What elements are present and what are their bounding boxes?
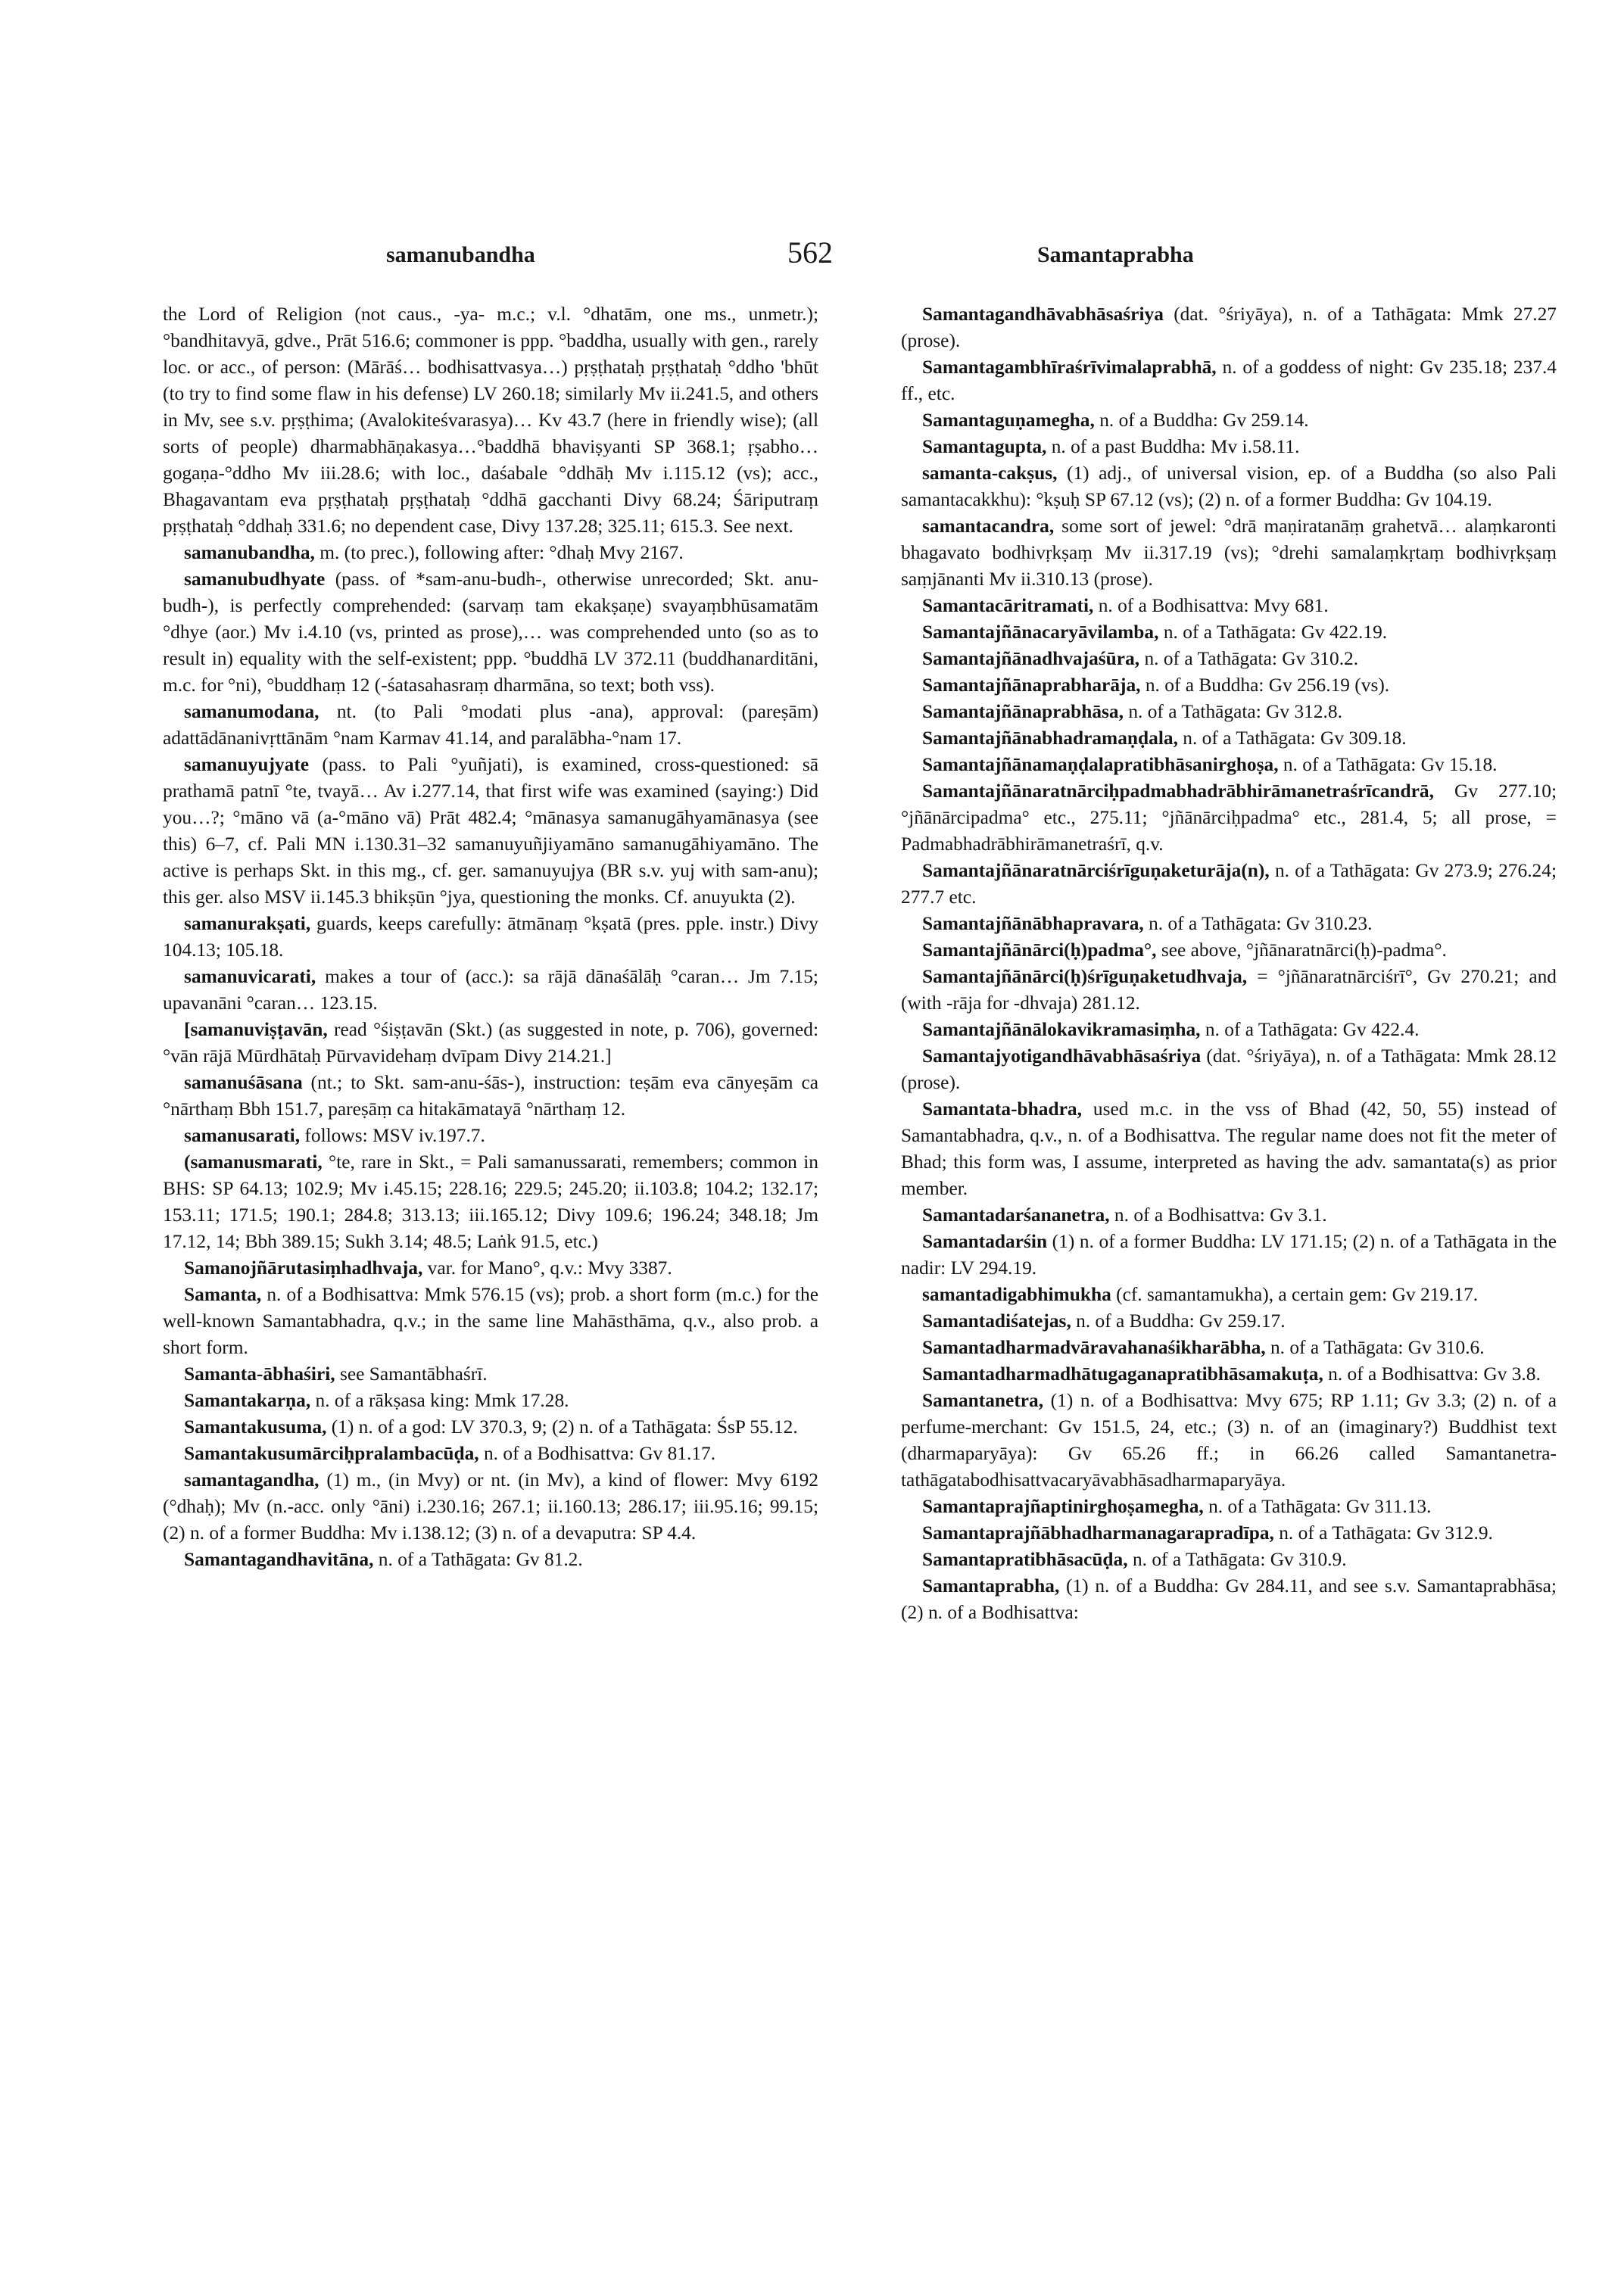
entry-headword: Samantadarśin xyxy=(922,1231,1048,1252)
dictionary-entry xyxy=(901,1573,1557,1626)
entry-definition: (1) n. of a god: LV 370.3, 9; (2) n. of a Tathāgata: ŚsP 55.12. xyxy=(326,1416,798,1438)
dictionary-entry xyxy=(163,1123,818,1149)
entry-headword: samanuyujyate xyxy=(184,754,310,775)
entry-definition: n. of a Bodhisattva: Gv 3.1. xyxy=(1109,1204,1327,1226)
dictionary-entry xyxy=(901,1308,1557,1335)
entry-definition: see Samantābhaśrī. xyxy=(335,1363,488,1385)
entry-headword: Samantajñānārci(ḥ)padma°, xyxy=(922,939,1157,961)
dictionary-entry xyxy=(901,1229,1557,1282)
entry-headword: samanusarati, xyxy=(184,1125,301,1146)
entry-headword: samanurakṣati, xyxy=(184,913,311,934)
dictionary-entry xyxy=(163,1149,818,1255)
dictionary-entry xyxy=(901,646,1557,672)
dictionary-entry xyxy=(901,513,1557,593)
entry-headword: Samantagandhāvabhāsaśriya xyxy=(922,304,1164,325)
dictionary-entry xyxy=(901,1547,1557,1573)
dictionary-entry xyxy=(901,434,1557,460)
dictionary-entry xyxy=(901,964,1557,1017)
entry-definition: guards, keeps carefully: ātmānaṃ °kṣatā (pres. pple. instr.) Divy 104.13; 105.18. xyxy=(163,913,818,961)
dictionary-entry xyxy=(901,1043,1557,1096)
entry-definition: n. of a Bodhisattva: Mmk 576.15 (vs); prob. a short form (m.c.) for the well-known Samantabhadra, q.v.; in the same line Mahāsthāma, q.v., also prob. a short form. xyxy=(163,1284,818,1358)
entry-definition: n. of a Tathāgata: Gv 312.8. xyxy=(1123,701,1342,722)
entry-headword: Samanojñārutasiṃhadhvaja, xyxy=(184,1257,423,1279)
entry-definition: n. of a Bodhisattva: Mvy 681. xyxy=(1093,595,1329,616)
dictionary-entry xyxy=(901,1520,1557,1547)
entry-definition: (dat. °śriyāya), n. of a Tathāgata: Mmk 27.27 (prose). xyxy=(901,304,1557,351)
entry-definition: (nt.; to Skt. sam-anu-śās-), instruction: teṣām eva cānyeṣām ca °nārthaṃ Bbh 151.7, pareṣāṃ ca hitakāmatayā °nārthaṃ 12. xyxy=(163,1072,818,1120)
entry-headword: Samantata-bhadra, xyxy=(922,1098,1082,1120)
entry-headword: [samanuviṣṭavān, xyxy=(184,1019,328,1040)
dictionary-entry xyxy=(163,1070,818,1123)
entry-definition: n. of a Buddha: Gv 259.14. xyxy=(1094,410,1309,431)
dictionary-entry xyxy=(901,460,1557,513)
entry-headword: samanubudhyate xyxy=(184,569,326,590)
entry-definition: n. of a Tathāgata: Gv 273.9; 276.24; 277.7 etc. xyxy=(901,860,1557,908)
right-column xyxy=(901,301,1557,1626)
entry-definition: (1) m., (in Mvy) or nt. (in Mv), a kind of flower: Mvy 6192 (°dhaḥ); Mv (n.-acc. only °āni) i.230.16; 267.1; ii.160.13; 286.17; iii.95.16; 99.15; (2) n. of a former Buddha: Mv i.138.12; (3) n. of a devaputra: SP 4.4. xyxy=(163,1469,818,1544)
dictionary-entry xyxy=(901,1494,1557,1520)
dictionary-entry xyxy=(163,301,818,540)
dictionary-entry xyxy=(163,752,818,911)
entry-headword: (samanusmarati, xyxy=(184,1151,323,1173)
entry-definition: n. of a Bodhisattva: Gv 3.8. xyxy=(1323,1363,1541,1385)
entry-definition: (1) n. of a Buddha: Gv 284.11, and see s.v. Samantaprabhāsa; (2) n. of a Bodhisattva: xyxy=(901,1575,1557,1623)
entry-definition: used m.c. in the vss of Bhad (42, 50, 55) instead of Samantabhadra, q.v., n. of a Bodhisattva. The regular name does not fit the meter of Bhad; this form was, I assume, interpreted as having the adv. samantata(s) as prior member. xyxy=(901,1098,1557,1199)
entry-headword: samantadigabhimukha xyxy=(922,1284,1111,1305)
dictionary-entry xyxy=(163,1547,818,1573)
page-number: 562 xyxy=(787,235,833,269)
entry-definition: nt. (to Pali °modati plus -ana), approval: (pareṣām) adattādānanivṛttānām °nam Karmav 41.14, and paralābha-°nam 17. xyxy=(163,701,818,749)
entry-headword: Samantacāritramati, xyxy=(922,595,1094,616)
left-column xyxy=(163,301,818,1573)
entry-headword: Samantanetra, xyxy=(922,1390,1044,1411)
entry-headword: Samantajñānābhapravara, xyxy=(922,913,1144,934)
entry-definition: read °śiṣṭavān (Skt.) (as suggested in note, p. 706), governed: °vān rājā Mūrdhātaḥ Pūrvavidehaṃ dvīpam Divy 214.21.] xyxy=(163,1019,818,1067)
entry-definition: (pass. to Pali °yuñjati), is examined, cross-questioned: sā prathamā patnī °te, tvayā… Av i.277.14, that first wife was examined (saying:) Did you…?; °māno vā (a-°māno vā) Prāt 482.4; °mānasya samanugāhyamānasya (see this) 6–7, cf. Pali MN i.130.31–32 samanuyuñjiyamāno samanugāhiyamāno. The active is perhaps Skt. in this mg., cf. ger. samanuyujya (BR s.v. yuj with sam-anu); this ger. also MSV ii.145.3 bhikṣūn °jya, questioning the monks. Cf. anuyukta (2). xyxy=(163,754,818,908)
entry-headword: Samantadharmadvāravahanaśikharābha, xyxy=(922,1337,1266,1358)
entry-headword: Samantajñānārci(ḥ)śrīguṇaketudhvaja, xyxy=(922,966,1248,987)
entry-headword: samanubandha, xyxy=(184,542,315,563)
entry-headword: Samanta-ābhaśiri, xyxy=(184,1363,335,1385)
entry-headword: Samantajyotigandhāvabhāsaśriya xyxy=(922,1045,1202,1067)
entry-headword: samantacandra, xyxy=(922,516,1055,537)
entry-definition: Gv 277.10; °jñānārcipadma° etc., 275.11; °jñānārciḥpadma° etc., 281.4, 5; all prose, = Padmabhadrābhirāmanetraśrī, q.v. xyxy=(901,780,1557,855)
dictionary-entry xyxy=(901,699,1557,725)
entry-headword: Samantaguṇamegha, xyxy=(922,410,1095,431)
entry-headword: samanuśāsana xyxy=(184,1072,303,1093)
dictionary-entry xyxy=(901,407,1557,434)
entry-headword: samanta-cakṣus, xyxy=(922,463,1058,484)
entry-headword: Samantapratibhāsacūḍa, xyxy=(922,1549,1128,1570)
entry-headword: Samantajñānamaṇḍalapratibhāsanirghoṣa, xyxy=(922,754,1279,775)
dictionary-entry xyxy=(163,1255,818,1282)
entry-definition: n. of a Tathāgata: Gv 309.18. xyxy=(1177,727,1407,749)
entry-headword: Samantagandhavitāna, xyxy=(184,1549,374,1570)
dictionary-entry xyxy=(901,672,1557,699)
entry-definition: n. of a Tathāgata: Gv 422.4. xyxy=(1200,1019,1420,1040)
entry-headword: samanuvicarati, xyxy=(184,966,316,987)
entry-definition: the Lord of Religion (not caus., -ya- m.c.; v.l. °dhatām, one ms., unmetr.); °bandhitavyā, gdve., Prāt 516.6; commoner is ppp. °baddha, usually with gen., rarely loc. or acc., of person: (Mārāś… bodhisattvasya…) pṛṣṭhataḥ pṛṣṭhataḥ °ddho 'bhūt (to try to find some flaw in his defense) LV 260.18; similarly Mv ii.241.5, and others in Mv, see s.v. pṛṣṭhima; (Avalokiteśvarasya)… Kv 43.7 (here in friendly wise); (all sorts of people) dharmabhāṇakasya…°baddhā bhaviṣyanti SP 368.1; ṛṣabho… gogaṇa-°ddho Mv iii.28.6; with loc., daśabale °ddhāḥ Mv i.115.12 (vs); acc., Bhagavantam eva pṛṣṭhataḥ pṛṣṭhataḥ °ddhā gacchanti Divy 68.24; Śāriputraṃ pṛṣṭhataḥ °ddhaḥ 331.6; no dependent case, Divy 137.28; 325.11; 615.3. See next. xyxy=(163,304,818,537)
dictionary-entry xyxy=(901,778,1557,858)
dictionary-entry xyxy=(901,1282,1557,1308)
dictionary-entry xyxy=(163,1017,818,1070)
dictionary-entry xyxy=(163,911,818,964)
entry-headword: Samanta, xyxy=(184,1284,262,1305)
entry-headword: Samantajñānaratnārciśrīguṇaketurāja(n), xyxy=(922,860,1270,881)
dictionary-entry xyxy=(163,699,818,752)
dictionary-entry xyxy=(163,1414,818,1441)
entry-headword: Samantaprajñaptinirghoṣamegha, xyxy=(922,1496,1204,1517)
entry-definition: n. of a Buddha: Gv 259.17. xyxy=(1071,1310,1286,1332)
dictionary-entry xyxy=(901,593,1557,619)
entry-definition: (1) n. of a former Buddha: LV 171.15; (2) n. of a Tathāgata in the nadir: LV 294.19. xyxy=(901,1231,1557,1279)
entry-definition: n. of a Tathāgata: Gv 310.6. xyxy=(1265,1337,1485,1358)
entry-definition: follows: MSV iv.197.7. xyxy=(300,1125,485,1146)
entry-headword: Samantajñānaprabharāja, xyxy=(922,675,1141,696)
dictionary-entry xyxy=(901,1335,1557,1361)
entry-headword: Samantadharmadhātugaganapratibhāsamakuṭa, xyxy=(922,1363,1323,1385)
entry-headword: Samantajñānālokavikramasiṃha, xyxy=(922,1019,1201,1040)
running-head-right: Samantaprabha xyxy=(1037,242,1194,267)
entry-definition: n. of a Tathāgata: Gv 311.13. xyxy=(1203,1496,1432,1517)
dictionary-entry xyxy=(901,937,1557,964)
dictionary-entry xyxy=(901,1202,1557,1229)
entry-headword: Samantagambhīraśrīvimalaprabhā, xyxy=(922,357,1217,378)
dictionary-entry xyxy=(163,1441,818,1467)
dictionary-entry xyxy=(163,1282,818,1361)
entry-headword: Samantakarṇa, xyxy=(184,1390,311,1411)
entry-headword: Samantajñānadhvajaśūra, xyxy=(922,648,1140,669)
dictionary-entry xyxy=(901,1017,1557,1043)
entry-headword: Samantakusumārciḥpralambacūḍa, xyxy=(184,1443,479,1464)
entry-definition: var. for Mano°, q.v.: Mvy 3387. xyxy=(422,1257,672,1279)
dictionary-entry xyxy=(901,752,1557,778)
dictionary-entry xyxy=(163,1361,818,1388)
entry-headword: Samantaprabha, xyxy=(922,1575,1060,1597)
entry-definition: n. of a Buddha: Gv 256.19 (vs). xyxy=(1140,675,1390,696)
entry-headword: Samantadiśatejas, xyxy=(922,1310,1071,1332)
entry-headword: Samantagupta, xyxy=(922,436,1047,457)
dictionary-entry xyxy=(901,1388,1557,1494)
entry-headword: Samantajñānaprabhāsa, xyxy=(922,701,1124,722)
entry-definition: n. of a Tathāgata: Gv 310.9. xyxy=(1127,1549,1347,1570)
dictionary-entry xyxy=(163,1467,818,1547)
entry-headword: Samantajñānacaryāvilamba, xyxy=(922,622,1159,643)
dictionary-entry xyxy=(901,911,1557,937)
dictionary-entry xyxy=(901,858,1557,911)
dictionary-entry xyxy=(163,1388,818,1414)
entry-definition: n. of a Tathāgata: Gv 15.18. xyxy=(1278,754,1498,775)
dictionary-entry xyxy=(901,725,1557,752)
entry-definition: n. of a past Buddha: Mv i.58.11. xyxy=(1046,436,1300,457)
dictionary-entry xyxy=(901,301,1557,354)
dictionary-entry xyxy=(163,964,818,1017)
dictionary-entry xyxy=(901,1096,1557,1202)
entry-definition: = °jñānaratnārciśrī°, Gv 270.21; and (with -rāja for -dhvaja) 281.12. xyxy=(901,966,1557,1014)
entry-headword: Samantadarśananetra, xyxy=(922,1204,1110,1226)
entry-definition: m. (to prec.), following after: °dhaḥ Mvy 2167. xyxy=(314,542,684,563)
entry-definition: makes a tour of (acc.): sa rājā dānaśālāḥ °caran… Jm 7.15; upavanāni °caran… 123.15. xyxy=(163,966,818,1014)
entry-definition: n. of a Tathāgata: Gv 81.2. xyxy=(373,1549,583,1570)
entry-definition: n. of a Tathāgata: Gv 422.19. xyxy=(1158,622,1388,643)
dictionary-entry xyxy=(163,540,818,566)
entry-definition: (1) adj., of universal vision, ep. of a Buddha (so also Pali samantacakkhu): °kṣuḥ SP 67.12 (vs); (2) n. of a former Buddha: Gv 104.19. xyxy=(901,463,1557,510)
entry-headword: Samantaprajñābhadharmanagarapradīpa, xyxy=(922,1522,1274,1544)
entry-definition: (dat. °śriyāya), n. of a Tathāgata: Mmk 28.12 (prose). xyxy=(901,1045,1557,1093)
entry-definition: (pass. of *sam-anu-budh-, otherwise unrecorded; Skt. anu-budh-), is perfectly comprehended: (sarvaṃ tam ekakṣaṇe) svayaṃbhūsamatām °dhye (aor.) Mv i.4.10 (vs, printed as prose),… was comprehended unto (so as to result in) equality with the self-existent; ppp. °buddhā LV 372.11 (buddhanarditāni, m.c. for °ni), °buddhaṃ 12 (-śatasahasraṃ dharmāna, so text; both vss). xyxy=(163,569,818,696)
entry-headword: Samantakusuma, xyxy=(184,1416,327,1438)
dictionary-entry xyxy=(901,1361,1557,1388)
entry-definition: n. of a Tathāgata: Gv 310.23. xyxy=(1143,913,1373,934)
entry-definition: n. of a Tathāgata: Gv 310.2. xyxy=(1139,648,1359,669)
dictionary-entry xyxy=(163,566,818,699)
running-head-left: samanubandha xyxy=(386,242,535,267)
dictionary-entry xyxy=(901,619,1557,646)
entry-definition: n. of a Bodhisattva: Gv 81.17. xyxy=(478,1443,716,1464)
entry-headword: Samantajñānabhadramaṇḍala, xyxy=(922,727,1178,749)
entry-definition: n. of a rākṣasa king: Mmk 17.28. xyxy=(310,1390,569,1411)
entry-definition: (cf. samantamukha), a certain gem: Gv 219.17. xyxy=(1111,1284,1479,1305)
entry-definition: °te, rare in Skt., = Pali samanussarati, remembers; common in BHS: SP 64.13; 102.9; Mv i.45.15; 228.16; 229.5; 245.20; ii.103.8; 104.2; 132.17; 153.11; 171.5; 190.1; 284.8; 313.13; iii.165.12; Divy 109.6; 196.24; 348.18; Jm 17.12, 14; Bbh 389.15; Sukh 3.14; 48.5; Laṅk 91.5, etc.) xyxy=(163,1151,818,1252)
entry-definition: n. of a goddess of night: Gv 235.18; 237.4 ff., etc. xyxy=(901,357,1557,404)
dictionary-entry xyxy=(901,354,1557,407)
entry-headword: Samantajñānaratnārciḥpadmabhadrābhirāmanetraśrīcandrā, xyxy=(922,780,1434,802)
entry-definition: see above, °jñānaratnārci(ḥ)-padma°. xyxy=(1156,939,1447,961)
entry-definition: some sort of jewel: °drā maṇiratanāṃ grahetvā… alaṃkaronti bhagavato bodhivṛkṣaṃ Mv ii.317.19 (vs); °drehi samalaṃkṛtaṃ bodhivṛkṣaṃ saṃjānanti Mv ii.310.13 (prose). xyxy=(901,516,1557,590)
entry-definition: n. of a Tathāgata: Gv 312.9. xyxy=(1273,1522,1493,1544)
entry-headword: samanumodana, xyxy=(184,701,320,722)
entry-headword: samantagandha, xyxy=(184,1469,320,1491)
entry-definition: (1) n. of a Bodhisattva: Mvy 675; RP 1.11; Gv 3.3; (2) n. of a perfume-merchant: Gv 151.5, 24, etc.; (3) n. of an (imaginary?) Buddhist text (dharmaparyāya): Gv 65.26 ff.; in 66.26 called Samantanetra-tathāgatabodhisattvacaryāvabhāsadharmaparyāya. xyxy=(901,1390,1557,1491)
